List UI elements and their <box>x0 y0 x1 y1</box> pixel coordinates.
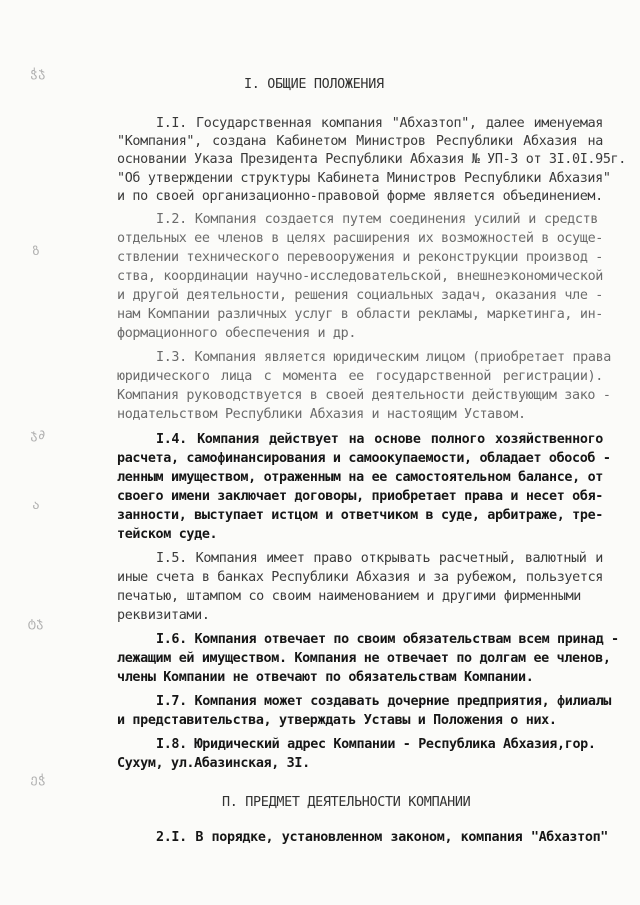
text-line: ствлении технического перевооружения и реконструкции производ - <box>117 250 603 265</box>
text-line: и по своей организационно-правовой форме является объединением. <box>117 189 603 204</box>
text-line: печатью, штампом со своим наименованием и другими фирменными <box>117 589 581 604</box>
text-line: реквизитами. <box>117 608 210 623</box>
margin-mark: ჭჯ <box>30 66 46 81</box>
text-line: формационного обеспечения и др. <box>117 326 357 341</box>
text-line: "Компания", создана Кабинетом Министров Республики Абхазия на <box>117 134 603 149</box>
text-line: ства, координации научно-исследовательской, внешнеэкономической <box>117 269 603 284</box>
text-line: I.4. Компания действует на основе полного хозяйственного <box>156 432 603 447</box>
text-line: нодательством Республики Абхазия и настоящим Уставом. <box>117 407 526 422</box>
text-line: нам Компании различных услуг в области рекламы, маркетинга, ин- <box>117 307 603 322</box>
text-line: I.I. Государственная компания "Абхазтоп", далее именуемая <box>156 116 603 131</box>
text-line: иные счета в банках Республики Абхазия и за рубежом, пользуется <box>117 570 603 585</box>
text-line: лежащим ей имуществом. Компания не отвечает по долгам ее членов, <box>117 651 611 666</box>
text-line: основании Указа Президента Республики Абхазия № УП-3 от 3I.0I.95г. <box>117 152 626 167</box>
text-line: юридического лица с момента ее государственной регистрации). <box>117 369 603 384</box>
text-line: I.3. Компания является юридическим лицом (приобретает права <box>156 350 611 365</box>
margin-mark: ტჯ <box>28 616 44 631</box>
text-line: 2.I. В порядке, установленном законом, компания "Абхазтоп" <box>156 830 608 845</box>
text-line: ленным имуществом, отраженным на ее самостоятельном балансе, от <box>117 470 603 485</box>
text-line: Сухум, ул.Абазинская, 3I. <box>117 756 310 771</box>
text-line: своего имени заключает договоры, приобретает права и несет обя- <box>117 489 603 504</box>
text-line: отдельных ее членов в целях расширения их возможностей в осуще- <box>117 231 603 246</box>
text-line: Компания руководствуется в своей деятельности действующим зако - <box>117 388 611 403</box>
section-heading-subject: П. ПРЕДМЕТ ДЕЯТЕЛЬНОСТИ КОМПАНИИ <box>222 795 471 810</box>
text-line: I.2. Компания создается путем соединения усилий и средств <box>156 212 598 227</box>
text-line: и другой деятельности, решения социальных задач, оказания чле - <box>117 288 603 303</box>
text-line: "Об утверждении структуры Кабинета Министров Республики Абхазия" <box>117 171 611 186</box>
text-line: занности, выступает истцом и ответчиком в суде, арбитраже, тре- <box>117 508 603 523</box>
text-line: члены Компании не отвечают по обязательствам Компании. <box>117 670 534 685</box>
text-line: тейском суде. <box>117 527 218 542</box>
text-line: и представительства, утверждать Уставы и Положения о них. <box>117 713 557 728</box>
text-line: I.6. Компания отвечает по своим обязательствам всем принад - <box>156 632 619 647</box>
text-line: I.8. Юридический адрес Компании - Республика Абхазия,гор. <box>156 737 596 752</box>
text-line: I.7. Компания может создавать дочерние предприятия, филиалы <box>156 694 611 709</box>
text-line: расчета, самофинансирования и самоокупаемости, обладает обособ - <box>117 451 611 466</box>
section-heading-general: I. ОБЩИЕ ПОЛОЖЕНИЯ <box>244 77 384 92</box>
margin-mark: ზ <box>32 244 40 259</box>
margin-mark: ა <box>32 498 40 513</box>
margin-mark: ეჭ <box>30 772 46 787</box>
text-line: I.5. Компания имеет право открывать расчетный, валютный и <box>156 551 603 566</box>
margin-mark: ჯ∂ <box>30 428 46 443</box>
